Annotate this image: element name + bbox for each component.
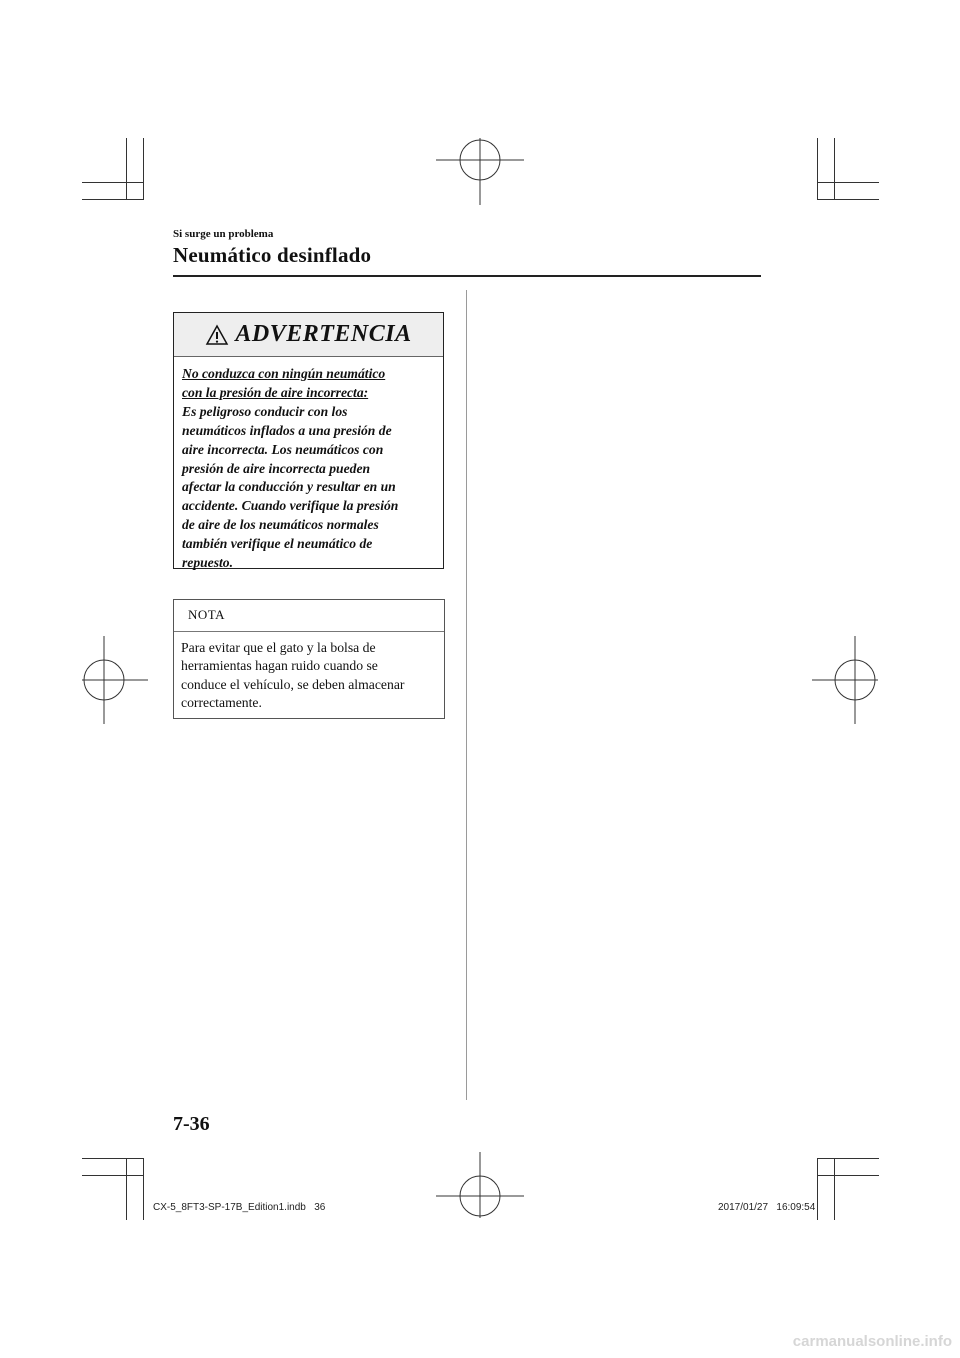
warning-triangle-icon (205, 324, 229, 346)
note-title: NOTA (188, 607, 226, 622)
warning-title: ADVERTENCIA (235, 321, 412, 347)
warning-text-line: accidente. Cuando verifique la presión (182, 498, 399, 514)
column-divider (466, 290, 467, 1100)
footer-timestamp: 2017/01/27 16:09:54 (718, 1202, 816, 1213)
page-title: Neumático desinflado (173, 243, 372, 267)
note-text-line: Para evitar que el gato y la bolsa de (181, 640, 376, 655)
warning-heading-line: con la presión de aire incorrecta: (182, 384, 369, 400)
footer-file-info: CX-5_8FT3-SP-17B_Edition1.indb 36 (153, 1202, 326, 1213)
warning-text-line: también verifique el neumático de (182, 536, 373, 552)
warning-text-line: aire incorrecta. Los neumáticos con (182, 441, 384, 457)
warning-body (182, 365, 437, 573)
warning-text-line: afectar la conducción y resultar en un (182, 479, 396, 495)
warning-text-line: repuesto. (182, 555, 233, 571)
note-box (173, 599, 445, 719)
warning-box (173, 312, 444, 569)
warning-text-line: neumáticos inflados a una presión de (182, 422, 392, 438)
warning-header (174, 313, 443, 357)
watermark: carmanualsonline.info (792, 1333, 952, 1350)
note-body (181, 639, 440, 713)
page-number: 7-36 (173, 1113, 210, 1135)
note-text-line: correctamente. (181, 695, 262, 711)
warning-text-line: presión de aire incorrecta pueden (182, 460, 371, 476)
warning-text-line: de aire de los neumáticos normales (182, 517, 379, 533)
warning-heading-line: No conduzca con ningún neumático (182, 366, 386, 381)
warning-text-line: Es peligroso conducir con los (182, 403, 348, 419)
note-header (174, 600, 444, 632)
section-label: Si surge un problema (173, 228, 274, 240)
note-text-line: herramientas hagan ruido cuando se (181, 658, 378, 674)
note-text-line: conduce el vehículo, se deben almacenar (181, 676, 405, 692)
title-rule (173, 275, 761, 277)
